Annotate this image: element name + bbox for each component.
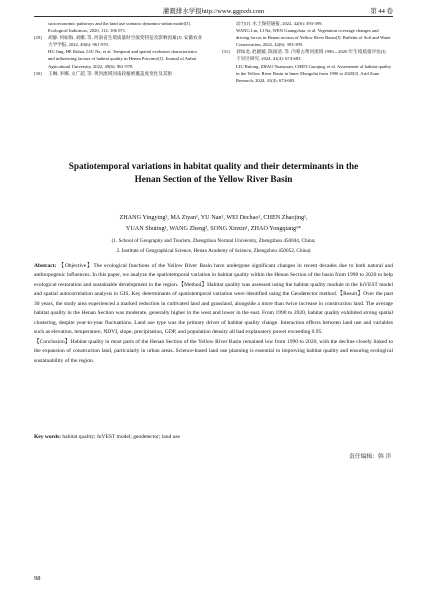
volume-label: 第 44 卷 <box>370 8 393 15</box>
reference-entry: [29] 胡静, 何如海, 刘娜, 等. 河南省生境质量时空演变特征及影响因素[J]. 安徽农业大学学报, 2022, 49(6): 961-970. <box>34 35 203 48</box>
references-left-column <box>34 20 204 77</box>
references-right-column <box>222 20 392 84</box>
result-text: Over the past 30 years, the study area experienced a marked reduction in cultivated land and grassland, alongside a more than twice increase in construction land. The average habitat quality in the Henan Section was moderate, generally higher in the west and lower in the east. From 1990 to 2020, habitat quality exhibited strong spatial clustering, despite year-to-year fluctuations. Land use type was the primary driver of habitat quality change. Interaction effects between land use and variables such as elevation, temperature, NDVI, slope, precipitation, GDP, and population density all had explanatory power exceeding 0.95. <box>34 291 394 336</box>
reference-entry: 动力[J]. 水土保持通报, 2022, 42(6): 393-399. <box>236 21 323 26</box>
authors-line-1: ZHANG Yingying¹, MA Ziyan¹, YU Nan¹, WEI Dechao¹, CHEN Zhaojing¹, <box>119 214 308 221</box>
authors-line-2: YUAN Shuting¹, WANG Zheng², SONG Xinxin¹, ZHAO Yongqiang¹* <box>125 225 302 232</box>
affiliation-1: (1. School of Geography and Tourism, Zhengzhou Normal University, Zhengzhou 450044, China; <box>111 238 316 244</box>
reference-entry: [31] 刘如龙, 赵媛媛, 陈国清, 等. 内蒙古黄河流域 1990—2020 年生境质量评估[J]. 干旱区研究, 2024, 41(4): 674-683. <box>222 49 387 62</box>
keywords-text: habitat quality; InVEST model; geodetector; land use <box>62 434 180 440</box>
objective-tag: 【Objective】 <box>58 263 94 269</box>
keywords-label: Key words: <box>34 434 62 440</box>
keywords <box>34 434 393 440</box>
method-tag: 【Method】 <box>178 281 208 288</box>
reference-entry: HU Jing, HE Ruhai, LIU Na, et al. Temporal and spatial evolution characteristics and influencing factors of habitat quality in Henan Province[J]. Journal of Anhui Agricultural University, 2022, 49(6): 961-970. <box>48 49 198 69</box>
abstract-label: Abstract: <box>34 263 57 269</box>
conclusion-tag: 【Conclusion】 <box>34 338 71 345</box>
header-rule <box>34 16 393 17</box>
title-line-1: Spatiotemporal variations in habitat quality and their determinants in the <box>68 161 359 171</box>
reference-entry: LIU Rulong, ZHAO Yuanyuan, CHEN Guoqing, et al. Assessment of habitat quality in the Yellow River Basin in Inner Mongolia from 1990 to 2020[J]. Arid Zone Research, 2024, 41(4): 674-683. <box>236 63 392 83</box>
affiliation-2: 2. Institute of Geographical Science, Henan Academy of Science, Zhengzhou 450052, China) <box>116 247 311 254</box>
reference-entry: [30] 王琳, 李娜, 文广超, 等. 黄河流域河南段植被覆盖度变化及其驱 <box>34 70 173 76</box>
journal-site: 灌溉排水学报http://www.ggpsxb.com <box>162 8 265 15</box>
paper-title <box>30 160 397 185</box>
affiliations <box>30 237 397 256</box>
page-number: 98 <box>34 575 41 582</box>
title-line-2: Henan Section of the Yellow River Basin <box>134 173 293 184</box>
reference-entry: socioeconomic pathways and the land use scenario dynamics-urban model[J]. Ecological Indicators, 2020, 112: 106 071. <box>48 21 191 34</box>
reference-entry: WANG Lin, LI Na, WEN Guangchao, et al. Vegetation coverage changes and driving forces in Henan section of Yellow River Basin[J]. Bulletin of Soil and Water Conservation, 2022, 42(6): 393-399. <box>236 28 391 48</box>
abstract <box>34 262 393 366</box>
references-section <box>34 20 393 150</box>
method-text: Habitat quality was assessed using the habitat quality module in the InVEST model and spatial autocorrelation analysis in GIS. Key determinants of spatiotemporal variation were identified using the Geodetector method. <box>34 281 393 298</box>
conclusion-text: Habitat quality in most parts of the Henan Section of the Yellow River Basin remained low from 1990 to 2020, with the decline closely linked to the expansion of construction land, particularly in urban areas. Science-based land use planning is essential to improving habitat quality and ensuring ecological sustainability of the region. <box>34 338 393 364</box>
result-tag: 【Result】 <box>337 291 364 298</box>
author-list <box>30 212 397 234</box>
running-header <box>34 6 393 18</box>
objective-text: The ecological functions of the Yellow River Basin have undergone significant changes in recent decades due to both natural and anthropogenic influences. In this paper, we analyze the spatiotemporal variation in habitat quality within the Henan Section of the basin from 1990 to 2020 to help ecological restoration and sustainable development in the region. <box>34 263 393 288</box>
responsible-editor: 责任编辑：韩 洋 <box>348 454 391 460</box>
